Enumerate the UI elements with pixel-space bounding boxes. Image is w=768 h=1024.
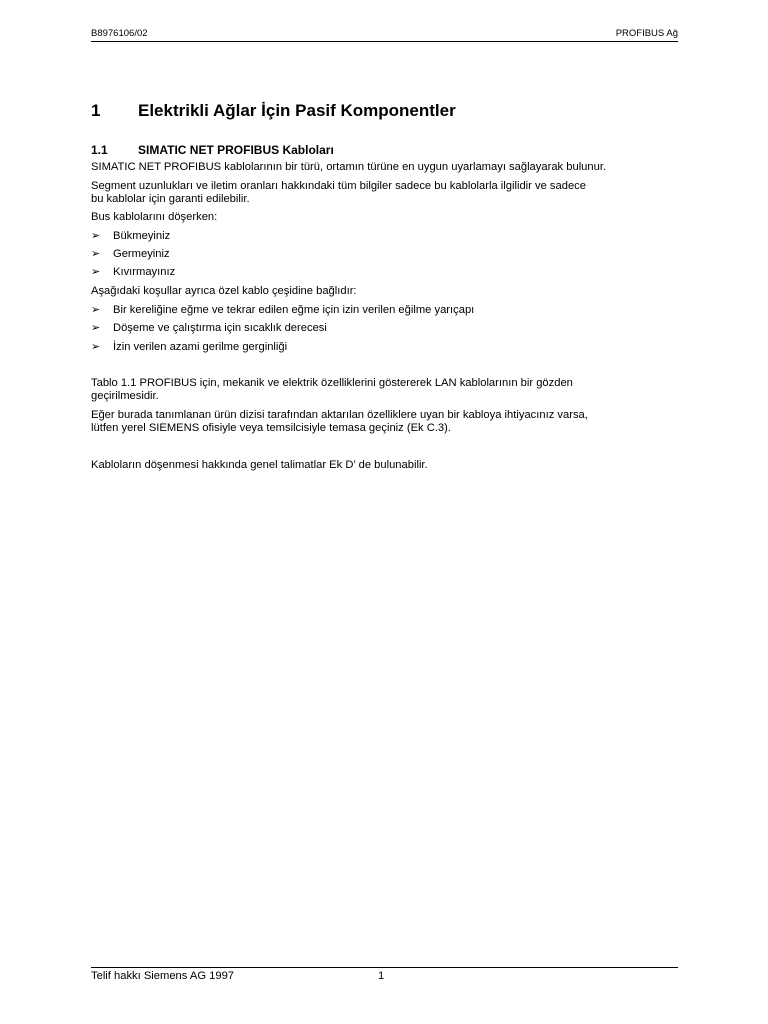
list-item-text: Germeyiniz bbox=[113, 248, 170, 260]
arrow-bullet-icon: ➢ bbox=[91, 266, 101, 278]
list-item-text: Kıvırmayınız bbox=[113, 266, 176, 278]
paragraph-conditions: Aşağıdaki koşullar ayrıca özel kablo çeşidine bağlıdır: bbox=[91, 285, 357, 297]
paragraph-instructions: Kabloların döşenmesi hakkında genel talimatlar Ek D’ de bulunabilir. bbox=[91, 459, 428, 471]
list-item-text: Bir kereliğine eğme ve tekrar edilen eğme için izin verilen eğilme yarıçapı bbox=[113, 304, 475, 316]
list-item-text: İzin verilen azami gerilme gerginliği bbox=[113, 341, 288, 353]
page-header bbox=[91, 27, 678, 42]
page-number: 1 bbox=[378, 970, 385, 982]
arrow-bullet-icon: ➢ bbox=[91, 248, 101, 260]
paragraph-contact-line-1: Eğer burada tanımlanan ürün dizisi tarafından aktarılan özelliklere uyan bir kabloya ihtiyacınız varsa, bbox=[91, 409, 588, 421]
chapter-number: 1 bbox=[91, 101, 101, 120]
paragraph-table-ref-line-2: geçirilmesidir. bbox=[91, 390, 159, 402]
arrow-bullet-icon: ➢ bbox=[91, 341, 101, 353]
chapter-title: Elektrikli Ağlar İçin Pasif Komponentler bbox=[138, 101, 456, 120]
document-code: B8976106/02 bbox=[91, 28, 148, 39]
arrow-bullet-icon: ➢ bbox=[91, 322, 101, 334]
paragraph-cable-types: SIMATIC NET PROFIBUS kablolarının bir türü, ortamın türüne en uygun uyarlamayı sağlayarak bulunur. bbox=[91, 161, 607, 173]
arrow-bullet-icon: ➢ bbox=[91, 230, 101, 242]
section-number: 1.1 bbox=[91, 143, 108, 157]
arrow-bullet-icon: ➢ bbox=[91, 304, 101, 316]
footer-copyright: Telif hakkı Siemens AG 1997 bbox=[91, 970, 235, 982]
document-section-title: PROFIBUS Ağ bbox=[615, 28, 678, 39]
paragraph-segment-line-1: Segment uzunlukları ve iletim oranları hakkındaki tüm bilgiler sadece bu kablolarla ilgilidir ve sadece bbox=[91, 180, 586, 192]
paragraph-bus-laying: Bus kablolarını döşerken: bbox=[91, 211, 218, 223]
section-title: SIMATIC NET PROFIBUS Kabloları bbox=[138, 143, 334, 157]
footer-rule bbox=[91, 967, 678, 968]
paragraph-table-ref-line-1: Tablo 1.1 PROFIBUS için, mekanik ve elektrik özelliklerini göstererek LAN kablolarının bir gözden bbox=[91, 377, 573, 389]
paragraph-segment-line-2: bu kablolar için garanti edilebilir. bbox=[91, 193, 250, 205]
list-item-text: Döşeme ve çalıştırma için sıcaklık derecesi bbox=[113, 322, 327, 334]
list-item-text: Bükmeyiniz bbox=[113, 230, 171, 242]
paragraph-contact-line-2: lütfen yerel SIEMENS ofisiyle veya temsilcisiyle temasa geçiniz (Ek C.3). bbox=[91, 422, 451, 434]
